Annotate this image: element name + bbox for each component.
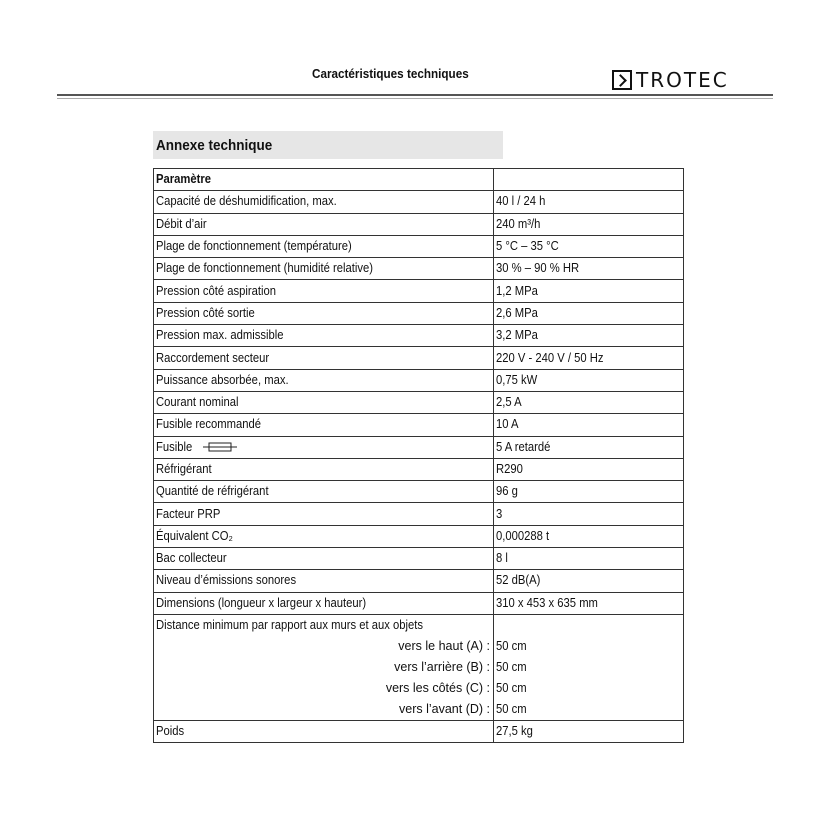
row-value: 5 A retardé: [496, 439, 551, 454]
table-row: [154, 592, 684, 614]
row-label: Quantité de réfrigérant: [156, 484, 269, 499]
table-row: [154, 720, 684, 742]
distance-value: 50 cm: [496, 701, 527, 716]
row-label: Puissance absorbée, max.: [156, 372, 289, 387]
row-value: 40 l / 24 h: [496, 194, 546, 209]
row-value: 10 A: [496, 417, 519, 432]
row-value: 27,5 kg: [496, 724, 533, 739]
row-label: Débit d’air: [156, 216, 207, 231]
table-header-row: [154, 169, 684, 191]
row-label: Fusible recommandé: [156, 417, 262, 432]
page-title: Caractéristiques techniques: [312, 66, 469, 81]
distance-sub-label: vers le haut (A) :: [398, 638, 490, 653]
table-row: [154, 458, 684, 480]
table-row: [154, 369, 684, 391]
row-value: 96 g: [496, 484, 518, 499]
section-title: Annexe technique: [156, 137, 273, 154]
table-row: [154, 235, 684, 257]
row-label: Capacité de déshumidification, max.: [156, 194, 337, 209]
row-value: 0,000288 t: [496, 528, 550, 543]
row-label: Plage de fonctionnement (humidité relative): [156, 261, 373, 276]
table-row: [154, 548, 684, 570]
table-row: [154, 436, 684, 458]
row-label: Plage de fonctionnement (température): [156, 239, 352, 254]
table-row: [154, 414, 684, 436]
row-value: 2,5 A: [496, 395, 522, 410]
specifications-table: [153, 168, 684, 743]
row-label: Bac collecteur: [156, 551, 227, 566]
table-row: [154, 191, 684, 213]
table-row: [154, 525, 684, 547]
table-row: [154, 503, 684, 525]
row-value: 220 V - 240 V / 50 Hz: [496, 350, 604, 365]
table-row: [154, 258, 684, 280]
row-label: Fusible: [156, 439, 193, 454]
row-label: Réfrigérant: [156, 462, 212, 476]
row-value: 1,2 MPa: [496, 283, 538, 298]
table-row: [154, 347, 684, 369]
logo-chevron-icon: [612, 70, 632, 90]
row-value: R290: [496, 462, 523, 476]
table-row: [154, 391, 684, 413]
table-header-cell: [154, 169, 494, 191]
row-value: 3,2 MPa: [496, 328, 538, 343]
row-label: Équivalent CO₂: [156, 528, 233, 543]
row-value: 5 °C – 35 °C: [496, 239, 559, 254]
header-divider-thin: [57, 98, 773, 99]
distance-value: 50 cm: [496, 680, 527, 695]
distance-value: 50 cm: [496, 638, 527, 653]
row-label: Pression max. admissible: [156, 328, 284, 343]
table-row: [154, 481, 684, 503]
distance-label: Distance minimum par rapport aux murs et aux objets: [156, 617, 423, 632]
row-label: Pression côté aspiration: [156, 283, 277, 298]
row-value: 2,6 MPa: [496, 305, 538, 320]
row-value: 310 x 453 x 635 mm: [496, 595, 598, 610]
table-row-distance: [154, 614, 684, 720]
table-row: [154, 280, 684, 302]
table-row: [154, 213, 684, 235]
row-label: Dimensions (longueur x largeur x hauteur): [156, 595, 367, 610]
table-row: [154, 325, 684, 347]
header-divider: [57, 94, 773, 96]
table-row: [154, 302, 684, 324]
distance-value: 50 cm: [496, 659, 527, 674]
logo-text: TROTEC: [636, 68, 729, 92]
row-value: 240 m³/h: [496, 216, 541, 231]
row-value: 30 % – 90 % HR: [496, 261, 580, 276]
row-label: Pression côté sortie: [156, 305, 255, 320]
row-label: Poids: [156, 724, 185, 739]
distance-sub-label: vers l’arrière (B) :: [394, 659, 490, 674]
table-row: [154, 570, 684, 592]
row-label: Niveau d’émissions sonores: [156, 573, 297, 588]
trotec-logo: [612, 69, 729, 91]
row-value: 3: [496, 506, 503, 521]
table-header-cell: [494, 169, 684, 191]
row-value: 0,75 kW: [496, 372, 538, 387]
fuse-symbol-icon: [203, 442, 237, 452]
row-value: 52 dB(A): [496, 573, 541, 588]
distance-sub-label: vers l’avant (D) :: [399, 701, 490, 716]
row-label: Courant nominal: [156, 395, 239, 410]
distance-sub-label: vers les côtés (C) :: [385, 680, 490, 695]
table-header-label: Paramètre: [156, 172, 212, 187]
row-label: Raccordement secteur: [156, 350, 270, 365]
row-value: 8 l: [496, 551, 508, 566]
row-label: Facteur PRP: [156, 506, 221, 521]
